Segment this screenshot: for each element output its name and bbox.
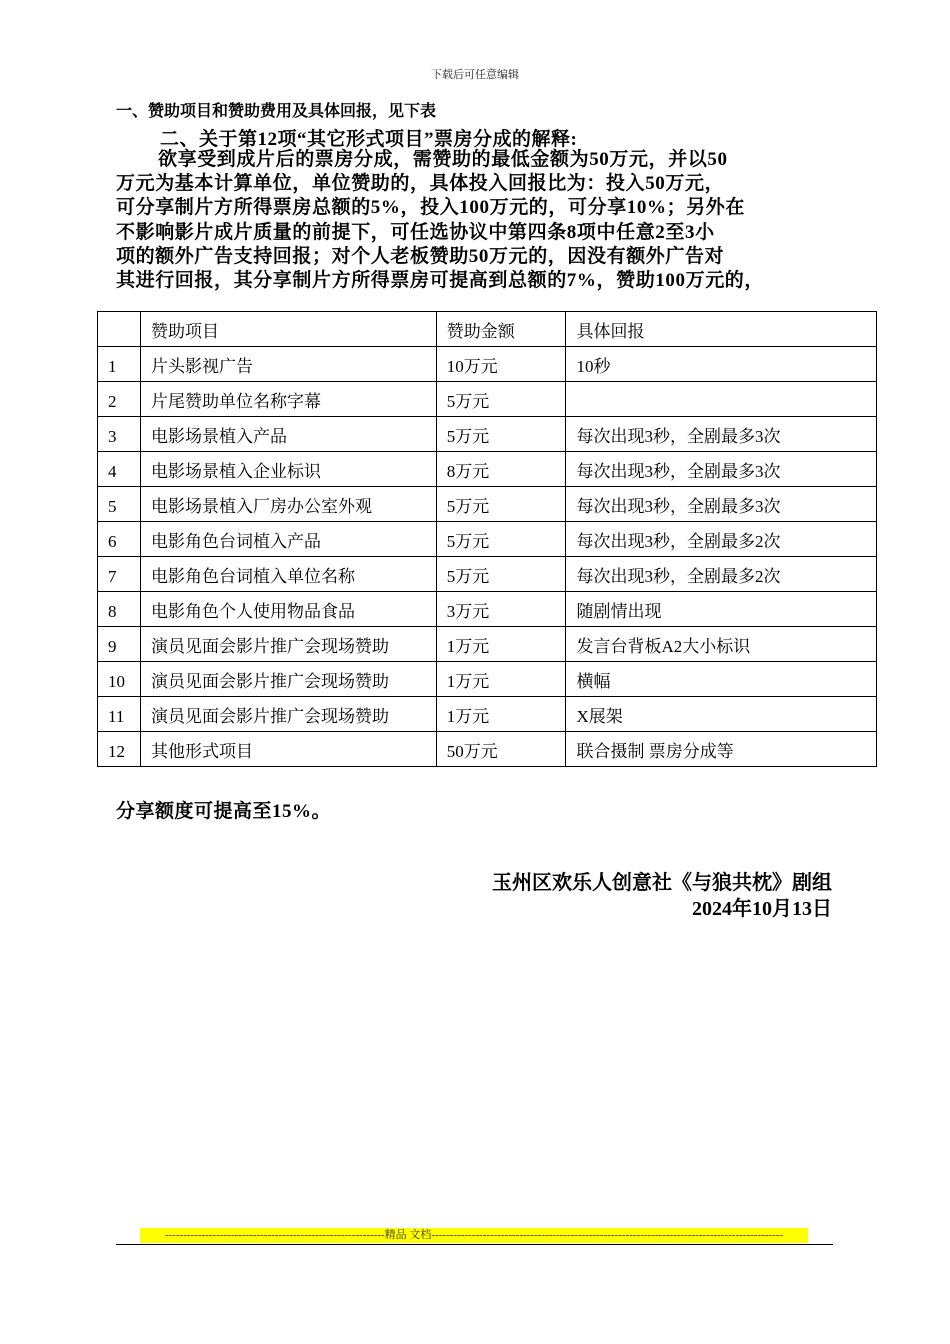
table-row (98, 732, 877, 767)
table-row (98, 382, 877, 417)
cell-index: 4 (98, 452, 141, 487)
cell-item: 其他形式项目 (140, 732, 436, 767)
section-heading-1: 一、赞助项目和赞助费用及具体回报，见下表 (116, 103, 437, 120)
cell-item: 片尾赞助单位名称字幕 (140, 382, 436, 417)
cell-reward: 每次出现3秒，全剧最多2次 (566, 557, 877, 592)
cell-item: 电影场景植入厂房办公室外观 (140, 487, 436, 522)
cell-amount: 50万元 (436, 732, 566, 767)
table-row (98, 347, 877, 382)
cell-index: 7 (98, 557, 141, 592)
section-heading-2: 二、关于第12项“其它形式项目”票房分成的解释: (160, 129, 578, 150)
cell-amount: 5万元 (436, 382, 566, 417)
cell-item: 演员见面会影片推广会现场赞助 (140, 627, 436, 662)
cell-reward: X展架 (566, 697, 877, 732)
table-row (98, 592, 877, 627)
table-row (98, 487, 877, 522)
cell-index: 8 (98, 592, 141, 627)
cell-reward: 横幅 (566, 662, 877, 697)
cell-index: 12 (98, 732, 141, 767)
cell-item: 电影角色台词植入产品 (140, 522, 436, 557)
cell-reward (566, 382, 877, 417)
after-table-text: 分享额度可提高至15%。 (116, 801, 332, 822)
cell-amount: 10万元 (436, 347, 566, 382)
cell-reward: 发言台背板A2大小标识 (566, 627, 877, 662)
signature-date: 2024年10月13日 (692, 898, 832, 920)
signature-org: 玉州区欢乐人创意社《与狼共枕》剧组 (492, 872, 832, 894)
cell-amount: 5万元 (436, 487, 566, 522)
cell-reward: 联合摄制 票房分成等 (566, 732, 877, 767)
cell-index: 9 (98, 627, 141, 662)
cell-reward: 10秒 (566, 347, 877, 382)
header-cell-item: 赞助项目 (140, 312, 436, 347)
cell-amount: 3万元 (436, 592, 566, 627)
cell-index: 6 (98, 522, 141, 557)
table-row (98, 452, 877, 487)
cell-item: 演员见面会影片推广会现场赞助 (140, 662, 436, 697)
cell-index: 2 (98, 382, 141, 417)
cell-amount: 1万元 (436, 697, 566, 732)
cell-item: 电影场景植入企业标识 (140, 452, 436, 487)
table-header-row (98, 312, 877, 347)
paragraph-line: 欲享受到成片后的票房分成，需赞助的最低金额为50万元，并以50 (158, 149, 728, 170)
cell-reward: 每次出现3秒，全剧最多3次 (566, 487, 877, 522)
footer-highlight-bar: ------------------------------------------------------------精品 文档------------------------------------------------------------------------------------------------ (140, 1228, 808, 1243)
cell-amount: 5万元 (436, 557, 566, 592)
cell-item: 电影角色个人使用物品食品 (140, 592, 436, 627)
cell-index: 11 (98, 697, 141, 732)
footer-rule (116, 1244, 833, 1245)
cell-amount: 5万元 (436, 417, 566, 452)
table-row (98, 417, 877, 452)
cell-reward: 随剧情出现 (566, 592, 877, 627)
table-row (98, 697, 877, 732)
cell-index: 1 (98, 347, 141, 382)
header-cell-amount: 赞助金额 (436, 312, 566, 347)
paragraph-line: 项的额外广告支持回报；对个人老板赞助50万元的，因没有额外广告对 (116, 245, 725, 267)
cell-reward: 每次出现3秒，全剧最多3次 (566, 452, 877, 487)
header-note: 下载后可任意编辑 (431, 69, 519, 81)
cell-item: 片头影视广告 (140, 347, 436, 382)
sponsorship-table (97, 311, 877, 767)
table-row (98, 627, 877, 662)
cell-reward: 每次出现3秒，全剧最多3次 (566, 417, 877, 452)
header-cell-reward: 具体回报 (566, 312, 877, 347)
cell-item: 电影场景植入产品 (140, 417, 436, 452)
cell-index: 3 (98, 417, 141, 452)
cell-reward: 每次出现3秒，全剧最多2次 (566, 522, 877, 557)
paragraph-line: 其进行回报，其分享制片方所得票房可提高到总额的7%，赞助100万元的， (116, 270, 765, 292)
paragraph-line: 可分享制片方所得票房总额的5%，投入100万元的，可分享10%；另外在 (116, 197, 746, 219)
cell-amount: 1万元 (436, 627, 566, 662)
cell-amount: 1万元 (436, 662, 566, 697)
table-row (98, 522, 877, 557)
paragraph-line: 万元为基本计算单位，单位赞助的，具体投入回报比为：投入50万元， (116, 173, 725, 195)
cell-index: 10 (98, 662, 141, 697)
signature-block (492, 870, 832, 922)
table-row (98, 662, 877, 697)
cell-amount: 8万元 (436, 452, 566, 487)
explanation-paragraph (116, 148, 836, 293)
cell-amount: 5万元 (436, 522, 566, 557)
cell-item: 电影角色台词植入单位名称 (140, 557, 436, 592)
table-row (98, 557, 877, 592)
cell-index: 5 (98, 487, 141, 522)
cell-item: 演员见面会影片推广会现场赞助 (140, 697, 436, 732)
paragraph-line: 不影响影片成片质量的前提下，可任选协议中第四条8项中任意2至3小 (116, 221, 715, 243)
header-cell-index (98, 312, 141, 347)
